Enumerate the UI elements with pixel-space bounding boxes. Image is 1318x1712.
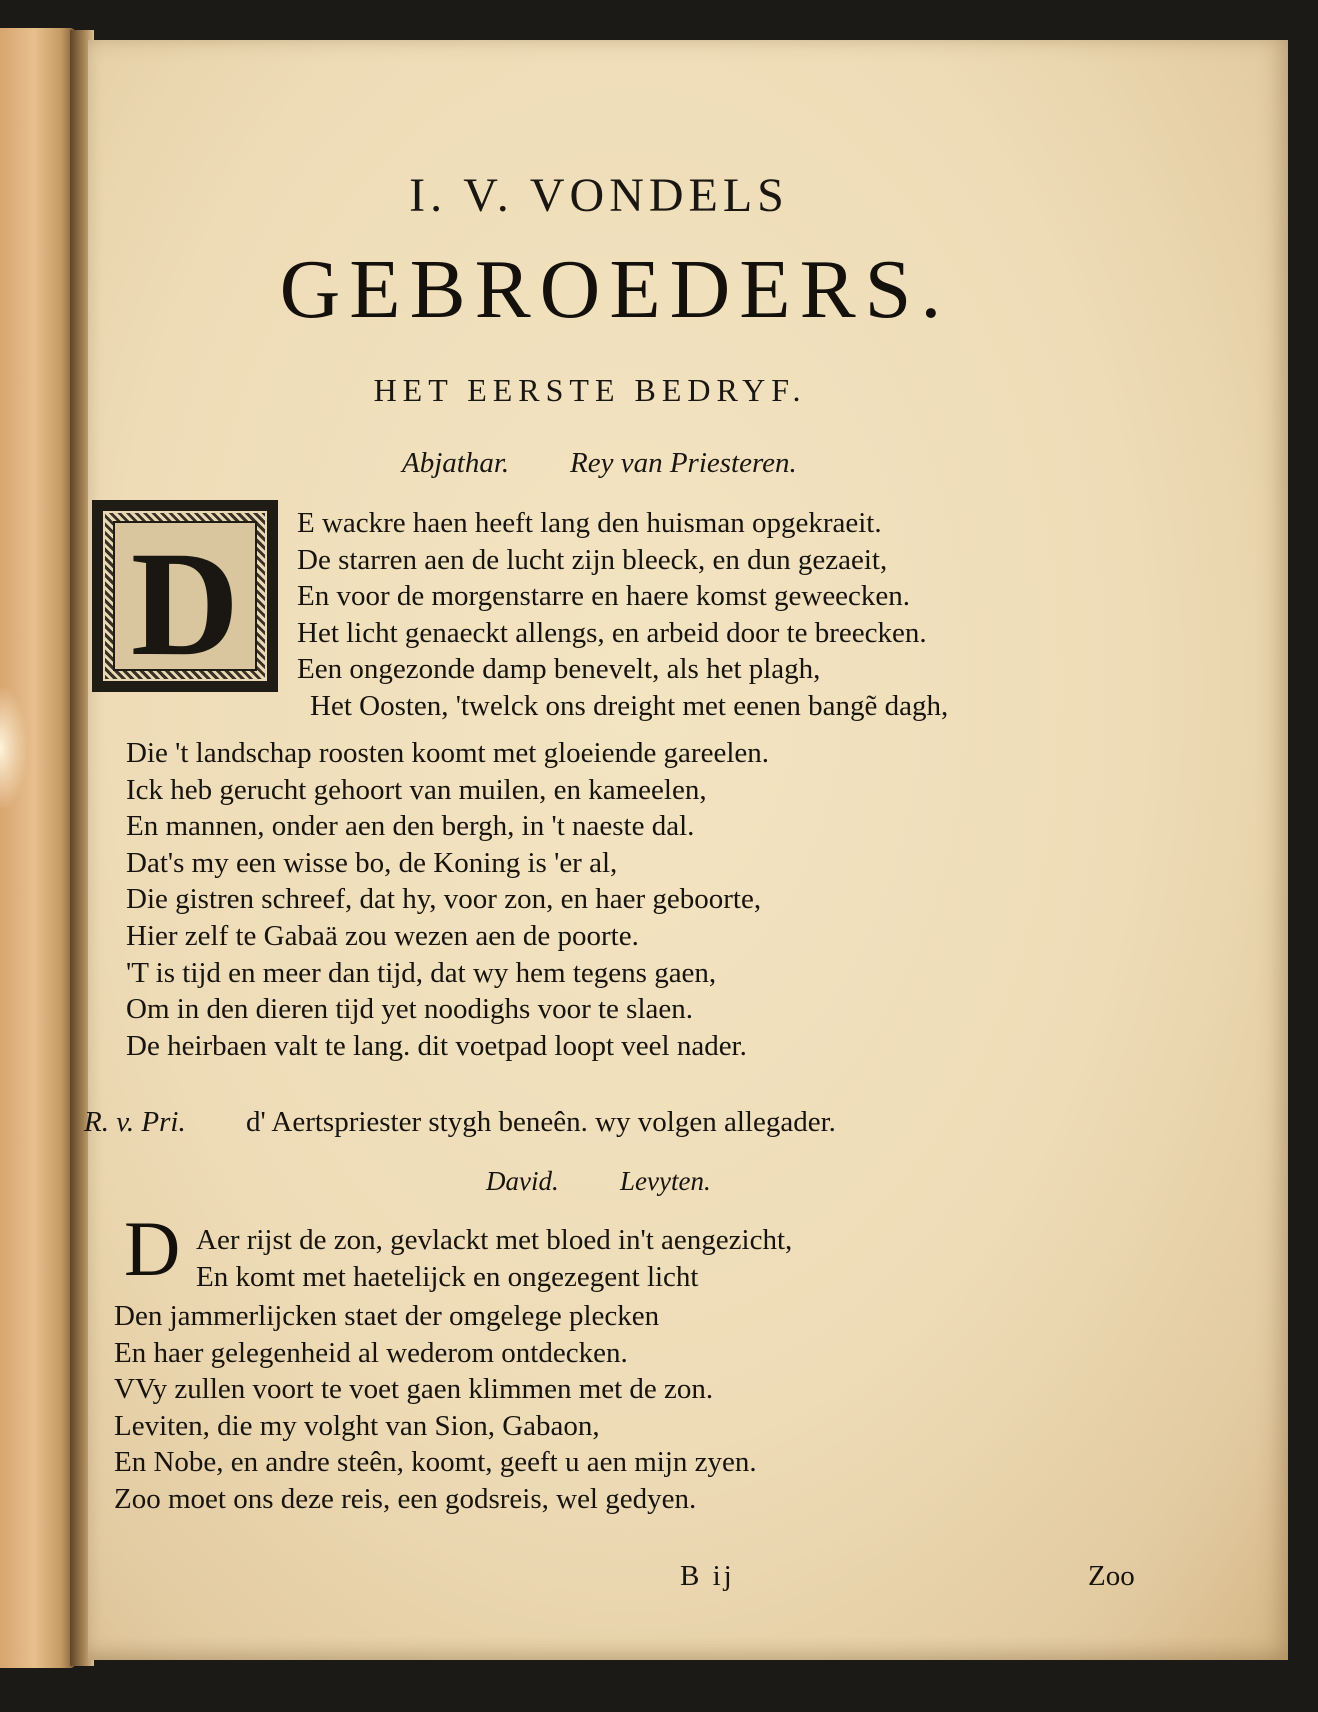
verse-line: En Nobe, en andre steên, koomt, geeft u aen mijn zyen.	[114, 1446, 757, 1479]
author-heading: I. V. VONDELS	[409, 169, 789, 222]
verse-line: Ick heb gerucht gehoort van muilen, en kameelen,	[126, 773, 707, 806]
verse-line: Aer rijst de zon, gevlackt met bloed in't aengezicht,	[196, 1224, 793, 1256]
signature-mark: B ij	[680, 1560, 735, 1592]
verse-line: Het Oosten, 'twelck ons dreight met eenen bangẽ dagh,	[310, 690, 949, 722]
speaker-levyten: Levyten.	[620, 1166, 711, 1196]
verse-line: De heirbaen valt te lang. dit voetpad loopt veel nader.	[126, 1029, 747, 1062]
verse-line: Die gistren schreef, dat hy, voor zon, en haer geboorte,	[126, 883, 762, 916]
verse-line: E wackre haen heeft lang den huisman opgekraeit.	[297, 507, 882, 539]
verse-line: Om in den dieren tijd yet noodighs voor te slaen.	[126, 993, 694, 1026]
page-title: GEBROEDERS.	[279, 243, 951, 336]
verse-line: En voor de morgenstarre en haere komst geweecken.	[297, 580, 911, 613]
verse-line: Hier zelf te Gabaä zou wezen aen de poorte.	[126, 919, 639, 952]
ornamental-initial	[92, 500, 278, 692]
verse-line: 'T is tijd en meer dan tijd, dat wy hem tegens gaen,	[126, 956, 717, 989]
verse-line: Den jammerlijcken staet der omgelege plecken	[114, 1300, 660, 1332]
verse-line: En haer gelegenheid al wederom ontdecken.	[114, 1336, 628, 1369]
speaker-abjathar: Abjathar.	[402, 447, 510, 479]
verse-line: De starren aen de lucht zijn bleeck, en dun gezaeit,	[297, 543, 888, 576]
initial-letter-2: D	[124, 1205, 181, 1292]
verse-line: Zoo moet ons deze reis, een godsreis, wel gedyen.	[114, 1482, 697, 1515]
scene1-verse-main	[126, 735, 769, 1064]
verse-line: VVy zullen voort te voet gaen klimmen met de zon.	[114, 1373, 714, 1406]
verse-line: En komt met haetelijck en ongezegent licht	[196, 1260, 699, 1293]
reply-line: d' Aertspriester stygh beneên. wy volgen allegader.	[246, 1106, 836, 1138]
verse-line: Dat's my een wisse bo, de Koning is 'er al,	[126, 846, 618, 879]
initial-field	[113, 521, 257, 687]
left-page-edge	[0, 28, 76, 1668]
reply-speaker: R. v. Pri.	[84, 1106, 186, 1138]
catchword: Zoo	[1088, 1560, 1135, 1592]
scene1-verse-line6	[310, 688, 948, 725]
verse-line: Een ongezonde damp benevelt, als het plagh,	[297, 653, 821, 686]
verse-line: En mannen, onder aen den bergh, in 't naeste dal.	[126, 810, 695, 843]
verse-line: Het licht genaeckt allengs, en arbeid door te breecken.	[297, 616, 927, 649]
verse-line: Leviten, die my volght van Sion, Gabaon,	[114, 1409, 600, 1442]
speaker-rey-van-priesteren: Rey van Priesteren.	[570, 447, 797, 479]
scene1-verse-indented	[297, 505, 927, 688]
scene2-verse-main	[114, 1298, 757, 1518]
verse-line: Die 't landschap roosten koomt met gloeiende gareelen.	[126, 737, 770, 769]
speaker-david: David.	[486, 1166, 559, 1196]
scene2-verse-indented	[196, 1222, 792, 1295]
light-glare	[0, 688, 26, 808]
show-through-text	[1088, 170, 1318, 1570]
initial-letter: D	[130, 521, 240, 687]
act-heading: HET EERSTE BEDRYF.	[373, 372, 807, 408]
